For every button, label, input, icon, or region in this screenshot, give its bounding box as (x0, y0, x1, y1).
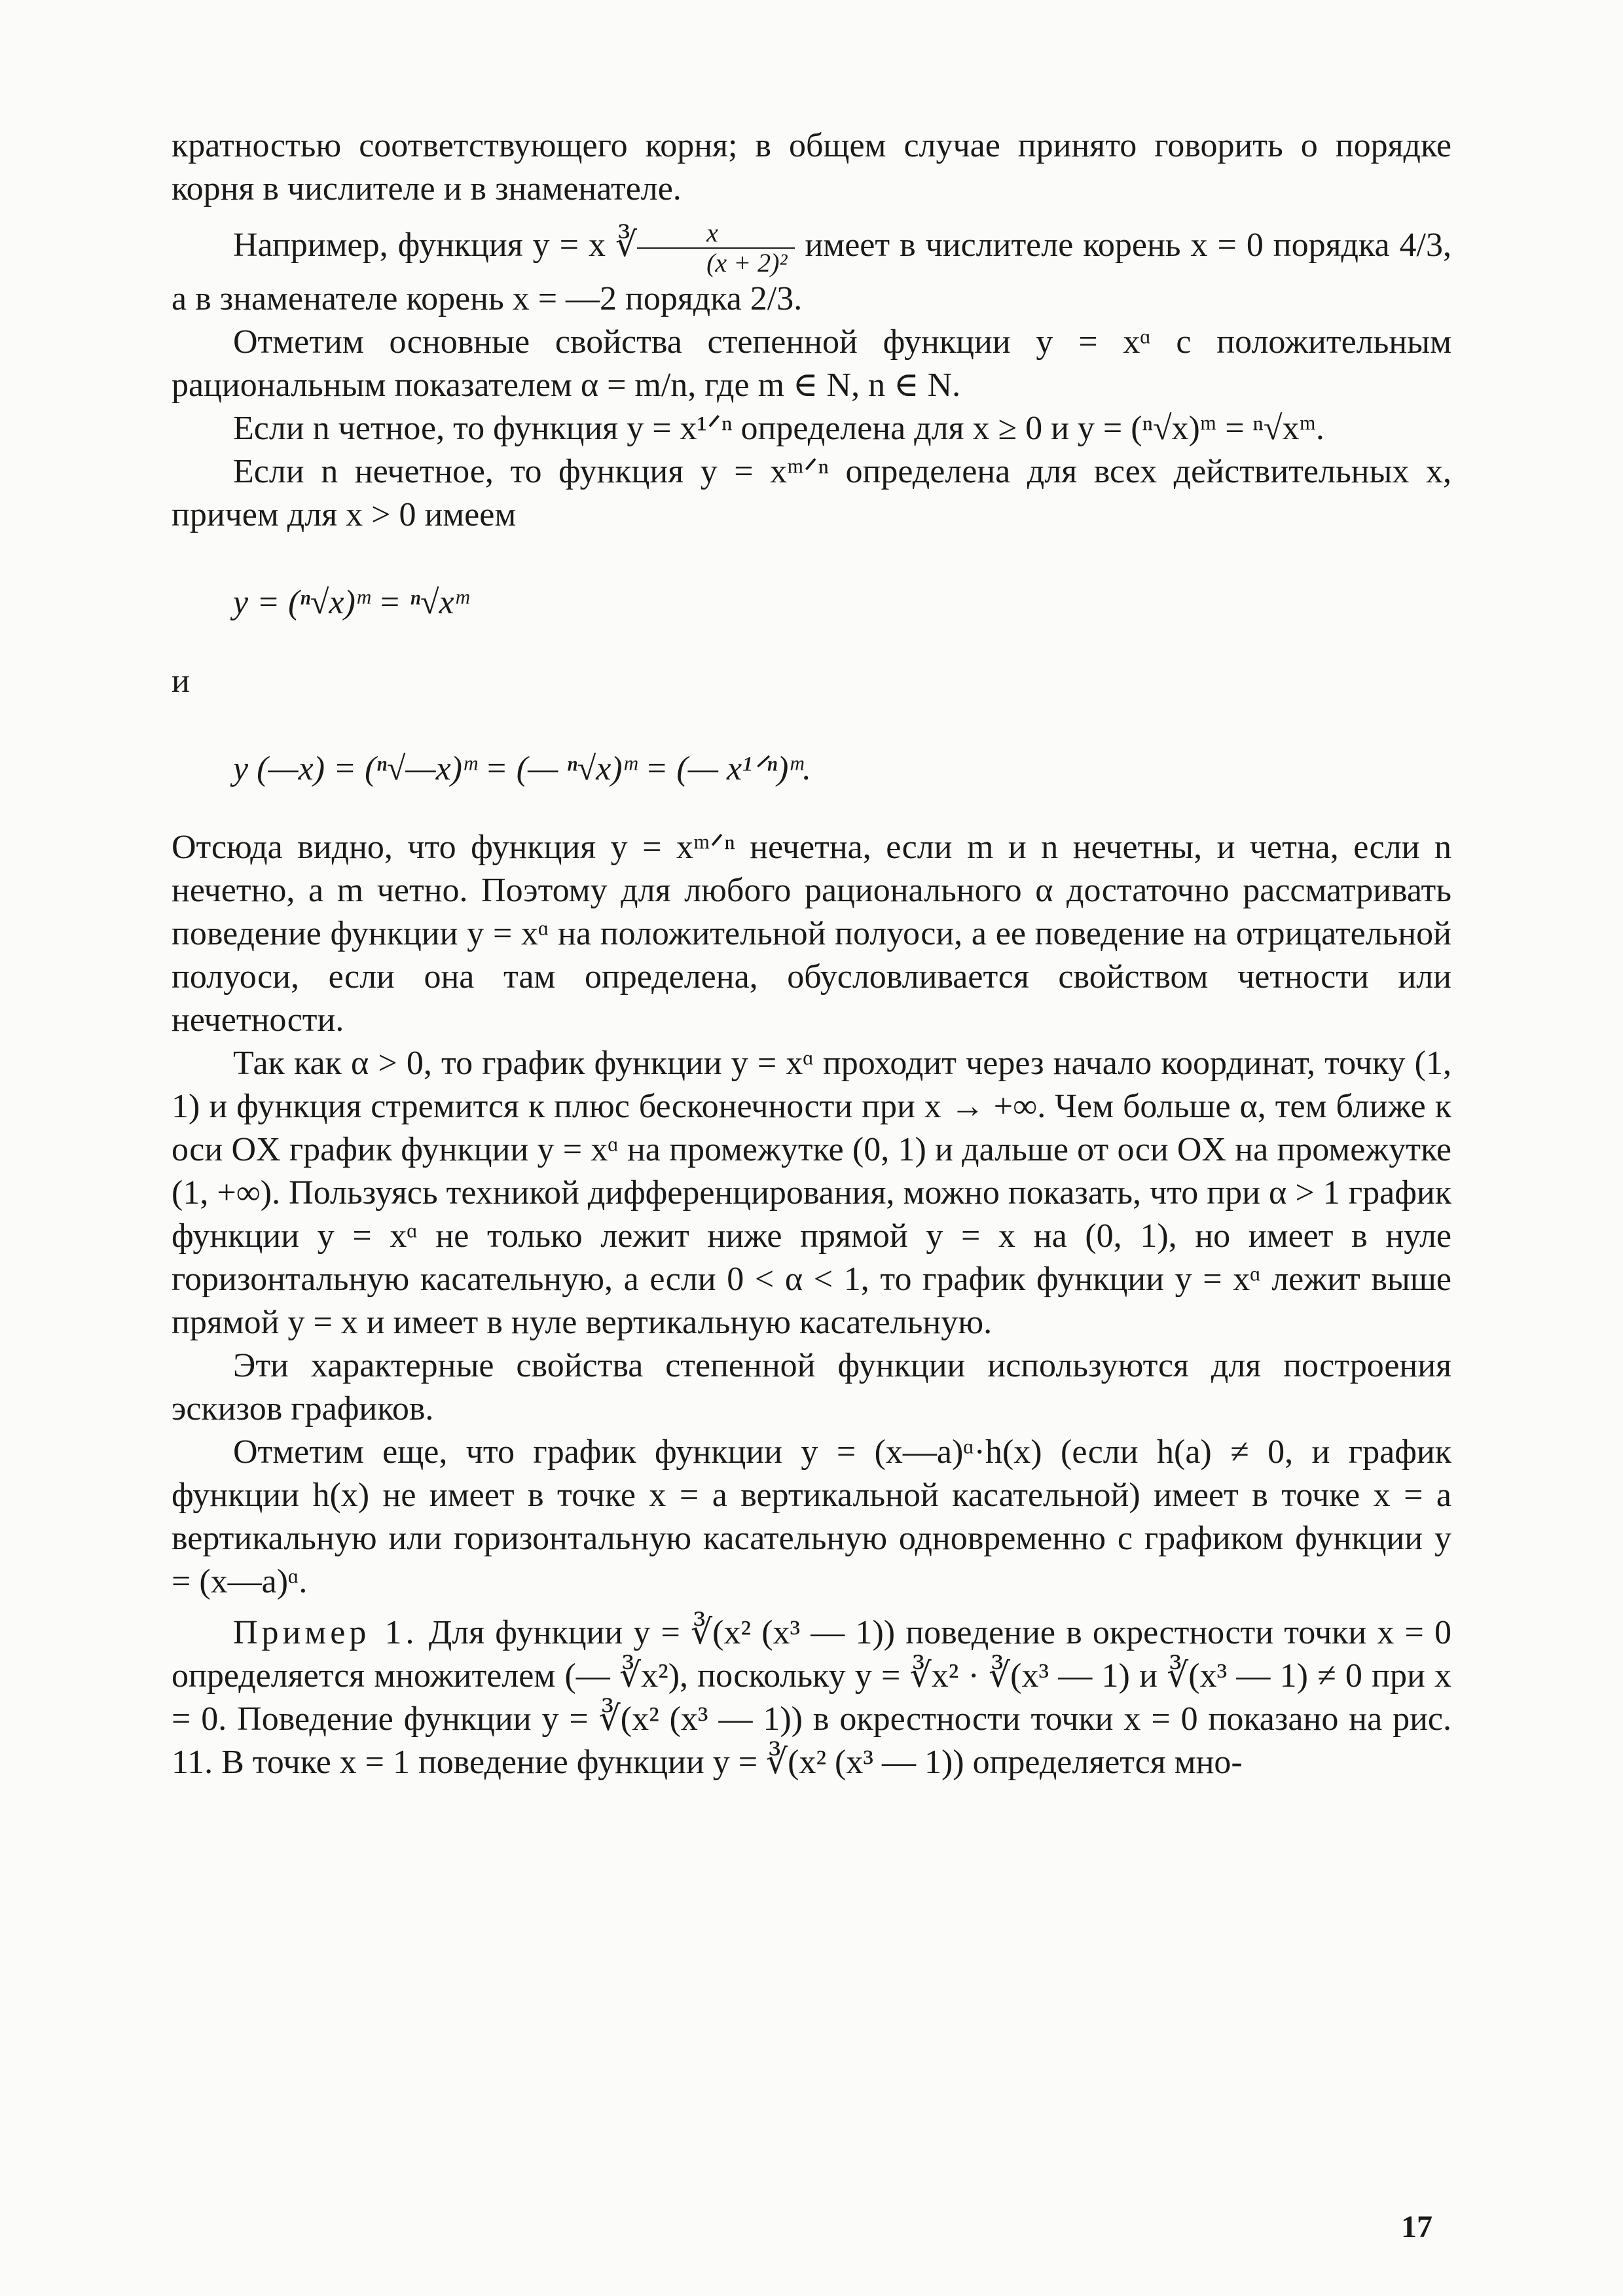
page-body (172, 124, 1451, 1784)
paragraph-3: Отметим основные свойства степенной функции y = xᵅ с положительным рациональным показателем α = m/n, где m ∈ N, n ∈ N. (172, 323, 1451, 404)
paragraph-7: Так как α > 0, то график функции y = xᵅ проходит через начало координат, точку (1, 1) и функция стремится к плюс бесконечности при x → +∞. Чем больше α, тем ближе к оси OX график функции y = xᵅ на промежутке (0, 1) и дальше от оси OX на промежутке (1, +∞). Пользуясь техникой дифференцирования, можно показать, что при α > 1 график функции y = xᵅ не только лежит ниже прямой y = x на (0, 1), но имеет в нуле горизонтальную касательную, а если 0 < α < 1, то график функции y = xᵅ лежит выше прямой y = x и имеет в нуле вертикальную касательную. (172, 1045, 1451, 1341)
formula-2: y (—x) = (ⁿ√—x)ᵐ = (— ⁿ√x)ᵐ = (— x¹ᐟⁿ)ᵐ. (233, 750, 812, 787)
paragraph-8: Эти характерные свойства степенной функции используются для построения эскизов графиков. (172, 1347, 1451, 1427)
example-1-text: Для функции y = ∛(x² (x³ — 1)) поведение в окрестности точки x = 0 определяется множителем (— ∛x²), поскольку y = ∛x² · ∛(x³ — 1) и ∛(x³ — 1) ≠ 0 при x = 0. Поведение функции y = ∛(x² (x³ — 1)) в окрестности точки x = 0 показано на рис. 11. В точке x = 1 поведение функции y = ∛(x² (x³ — 1)) определяется мно- (172, 1614, 1452, 1781)
paragraph-9: Отметим еще, что график функции y = (x—a)ᵅ·h(x) (если h(a) ≠ 0, и график функции h(x) не имеет в точке x = a вертикальной касательной) имеет в точке x = a вертикальную или горизонтальную касательную одновременно с графиком функции y = (x—a)ᵅ. (172, 1433, 1451, 1600)
paragraph-example-root-order (172, 219, 1451, 321)
conjunction-and: и (172, 662, 190, 700)
formula-1: y = (ⁿ√x)ᵐ = ⁿ√xᵐ (233, 584, 469, 621)
paragraph-2-lead: Например, функция y = x ∛ (233, 226, 638, 264)
fraction-numerator: x (637, 219, 795, 249)
paragraph-5: Если n нечетное, то функция y = xᵐᐟⁿ определена для всех действительных x, причем для x > 0 имеем (172, 453, 1451, 533)
paragraph-6: Отсюда видно, что функция y = xᵐᐟⁿ нечетна, если m и n нечетны, и четна, если n нечетно, а m четно. Поэтому для любого рационального α достаточно рассматривать поведение функции y = xᵅ на положительной полуоси, а ее поведение на отрицательной полуоси, если она там определена, обусловливается свойством четности или нечетности. (172, 829, 1451, 1039)
paragraph-1: кратностью соответствующего корня; в общем случае принято говорить о порядке корня в числителе и в знаменателе. (172, 127, 1451, 207)
example-label: Пример 1. (233, 1614, 418, 1651)
page-number: 17 (1401, 2210, 1432, 2244)
paragraph-2-rest: имеет в числителе корень x = 0 порядка 4/3, а в знаменателе корень x = —2 порядка 2/3. (172, 226, 1452, 317)
paragraph-4: Если n четное, то функция y = x¹ᐟⁿ определена для x ≥ 0 и y = (ⁿ√x)ᵐ = ⁿ√xᵐ. (233, 410, 1324, 447)
fraction (637, 219, 795, 278)
paragraph-example-1 (172, 1611, 1451, 1784)
fraction-denominator: (x + 2)² (706, 248, 788, 278)
